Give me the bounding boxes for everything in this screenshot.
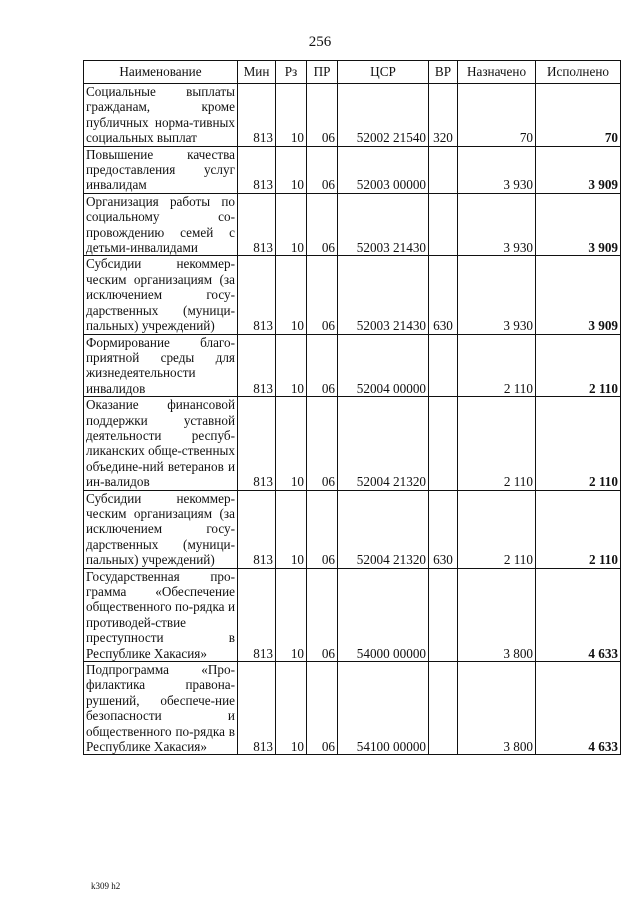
cell-assigned: 2 110 (458, 490, 536, 568)
cell-min: 813 (238, 568, 276, 661)
cell-executed: 2 110 (536, 490, 621, 568)
cell-assigned: 3 930 (458, 193, 536, 256)
cell-executed: 2 110 (536, 397, 621, 490)
cell-assigned: 2 110 (458, 397, 536, 490)
header-executed: Исполнено (536, 61, 621, 84)
cell-csr: 52004 21320 (338, 397, 429, 490)
cell-pr: 06 (307, 662, 338, 755)
header-rz: Рз (276, 61, 307, 84)
table-row (84, 193, 621, 256)
header-vr: ВР (429, 61, 458, 84)
cell-pr: 06 (307, 397, 338, 490)
table-row (84, 397, 621, 490)
cell-rz: 10 (276, 256, 307, 334)
table-row (84, 568, 621, 661)
cell-name: Субсидии некоммер-ческим организациям (за исключением госу-дарственных (муници-пальных) учреждений) (84, 490, 238, 568)
cell-name: Социальные выплаты гражданам, кроме публичных норма-тивных социальных выплат (84, 84, 238, 147)
cell-rz: 10 (276, 490, 307, 568)
cell-rz: 10 (276, 84, 307, 147)
cell-vr: 630 (429, 490, 458, 568)
header-name: Наименование (84, 61, 238, 84)
cell-pr: 06 (307, 193, 338, 256)
table-row (84, 662, 621, 755)
footer-code: k309 h2 (91, 881, 121, 891)
cell-assigned: 3 930 (458, 256, 536, 334)
cell-assigned: 2 110 (458, 334, 536, 397)
budget-table (83, 60, 621, 755)
table-row (84, 256, 621, 334)
cell-rz: 10 (276, 662, 307, 755)
header-assigned: Назначено (458, 61, 536, 84)
cell-vr (429, 568, 458, 661)
cell-vr (429, 146, 458, 193)
cell-assigned: 3 930 (458, 146, 536, 193)
cell-vr (429, 397, 458, 490)
cell-rz: 10 (276, 397, 307, 490)
cell-rz: 10 (276, 334, 307, 397)
cell-pr: 06 (307, 334, 338, 397)
cell-name: Формирование благо-приятной среды для жизнедеятельности инвалидов (84, 334, 238, 397)
cell-executed: 4 633 (536, 568, 621, 661)
cell-vr: 320 (429, 84, 458, 147)
cell-csr: 54000 00000 (338, 568, 429, 661)
cell-min: 813 (238, 334, 276, 397)
cell-name: Подпрограмма «Про-филактика правона-рушений, обеспече-ние безопасности и общественного по-рядка в Республике Хакасия» (84, 662, 238, 755)
table-row (84, 490, 621, 568)
cell-csr: 52003 21430 (338, 193, 429, 256)
cell-executed: 4 633 (536, 662, 621, 755)
table-row (84, 146, 621, 193)
header-pr: ПР (307, 61, 338, 84)
cell-executed: 70 (536, 84, 621, 147)
cell-min: 813 (238, 146, 276, 193)
cell-vr (429, 662, 458, 755)
cell-min: 813 (238, 84, 276, 147)
cell-csr: 52004 21320 (338, 490, 429, 568)
table-row (84, 84, 621, 147)
header-min: Мин (238, 61, 276, 84)
cell-executed: 2 110 (536, 334, 621, 397)
cell-csr: 52003 21430 (338, 256, 429, 334)
cell-name: Государственная про-грамма «Обеспечение общественного по-рядка и противодей-ствие преступности в Республике Хакасия» (84, 568, 238, 661)
cell-assigned: 3 800 (458, 662, 536, 755)
cell-executed: 3 909 (536, 193, 621, 256)
cell-csr: 54100 00000 (338, 662, 429, 755)
page-number: 256 (308, 34, 332, 50)
cell-min: 813 (238, 397, 276, 490)
cell-min: 813 (238, 490, 276, 568)
cell-min: 813 (238, 193, 276, 256)
cell-executed: 3 909 (536, 256, 621, 334)
cell-name: Оказание финансовой поддержки уставной деятельности респуб-ликанских обще-ственных объедине-ний ветеранов и ин-валидов (84, 397, 238, 490)
cell-csr: 52002 21540 (338, 84, 429, 147)
table-row (84, 334, 621, 397)
cell-rz: 10 (276, 568, 307, 661)
cell-assigned: 3 800 (458, 568, 536, 661)
cell-vr (429, 193, 458, 256)
cell-min: 813 (238, 662, 276, 755)
cell-pr: 06 (307, 490, 338, 568)
cell-name: Повышение качества предоставления услуг инвалидам (84, 146, 238, 193)
cell-vr (429, 334, 458, 397)
cell-name: Субсидии некоммер-ческим организациям (за исключением госу-дарственных (муници-пальных) учреждений) (84, 256, 238, 334)
cell-min: 813 (238, 256, 276, 334)
cell-executed: 3 909 (536, 146, 621, 193)
cell-pr: 06 (307, 84, 338, 147)
header-csr: ЦСР (338, 61, 429, 84)
cell-vr: 630 (429, 256, 458, 334)
cell-rz: 10 (276, 193, 307, 256)
cell-pr: 06 (307, 146, 338, 193)
cell-csr: 52003 00000 (338, 146, 429, 193)
cell-name: Организация работы по социальному со-провождению семей с детьми-инвалидами (84, 193, 238, 256)
cell-pr: 06 (307, 256, 338, 334)
cell-pr: 06 (307, 568, 338, 661)
table-header-row (84, 61, 621, 84)
cell-rz: 10 (276, 146, 307, 193)
cell-assigned: 70 (458, 84, 536, 147)
cell-csr: 52004 00000 (338, 334, 429, 397)
